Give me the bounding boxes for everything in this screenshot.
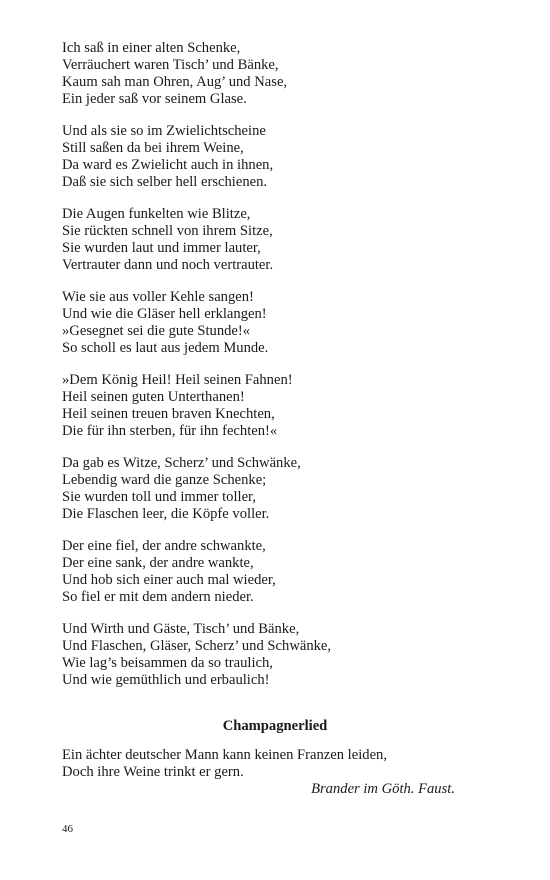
poem-line: Und Wirth und Gäste, Tisch’ und Bänke, xyxy=(62,621,300,637)
poem xyxy=(62,40,502,704)
poem-line: »Gesegnet sei die gute Stunde!« xyxy=(62,323,251,339)
poem-line: Der eine fiel, der andre schwankte, xyxy=(62,538,266,554)
stanza xyxy=(62,372,502,440)
poem-line: Ein jeder saß vor seinem Glase. xyxy=(62,91,247,107)
epigraph-line: Ein ächter deutscher Mann kann keinen Franzen leiden, xyxy=(62,747,387,763)
epigraph-attribution: Brander im Göth. Faust. xyxy=(311,781,455,797)
poem-line: Die für ihn sterben, für ihn fechten!« xyxy=(62,423,278,439)
stanza xyxy=(62,621,502,689)
poem-line: Verräuchert waren Tisch’ und Bänke, xyxy=(62,57,279,73)
poem-line: Und Flaschen, Gläser, Scherz’ und Schwänke, xyxy=(62,638,332,654)
poem-line: Sie wurden toll und immer toller, xyxy=(62,489,256,505)
poem-line: Und als sie so im Zwielichtscheine xyxy=(62,123,266,139)
poem-line: Sie rückten schnell von ihrem Sitze, xyxy=(62,223,273,239)
poem-line: Wie sie aus voller Kehle sangen! xyxy=(62,289,254,305)
epigraph-line: Doch ihre Weine trinkt er gern. xyxy=(62,764,244,780)
poem-line: Die Augen funkelten wie Blitze, xyxy=(62,206,251,222)
poem-line: Der eine sank, der andre wankte, xyxy=(62,555,254,571)
poem-line: Daß sie sich selber hell erschienen. xyxy=(62,174,268,190)
poem-line: So fiel er mit dem andern nieder. xyxy=(62,589,254,605)
poem-line: Die Flaschen leer, die Köpfe voller. xyxy=(62,506,270,522)
poem-line: Lebendig ward die ganze Schenke; xyxy=(62,472,267,488)
poem-line: Und hob sich einer auch mal wieder, xyxy=(62,572,276,588)
poem-line: Heil seinen treuen braven Knechten, xyxy=(62,406,275,422)
stanza xyxy=(62,206,502,274)
poem-line: Heil seinen guten Unterthanen! xyxy=(62,389,245,405)
poem-line: So scholl es laut aus jedem Munde. xyxy=(62,340,269,356)
poem-line: Wie lag’s beisammen da so traulich, xyxy=(62,655,273,671)
stanza xyxy=(62,123,502,191)
stanza xyxy=(62,455,502,523)
poem-line: Sie wurden laut und immer lauter, xyxy=(62,240,261,256)
poem-line: Still saßen da bei ihrem Weine, xyxy=(62,140,244,156)
poem-line: Vertrauter dann und noch vertrauter. xyxy=(62,257,274,273)
stanza xyxy=(62,289,502,357)
page-number: 46 xyxy=(62,823,73,835)
poem-line: Da ward es Zwielicht auch in ihnen, xyxy=(62,157,274,173)
epigraph xyxy=(62,747,455,798)
poem-line: Kaum sah man Ohren, Aug’ und Nase, xyxy=(62,74,288,90)
stanza xyxy=(62,40,502,108)
poem-line: »Dem König Heil! Heil seinen Fahnen! xyxy=(62,372,293,388)
poem-line: Und wie die Gläser hell erklangen! xyxy=(62,306,267,322)
stanza xyxy=(62,538,502,606)
poem-line: Und wie gemüthlich und erbaulich! xyxy=(62,672,270,688)
poem-line: Da gab es Witze, Scherz’ und Schwänke, xyxy=(62,455,301,471)
section-title: Champagnerlied xyxy=(222,718,328,734)
poem-line: Ich saß in einer alten Schenke, xyxy=(62,40,241,56)
